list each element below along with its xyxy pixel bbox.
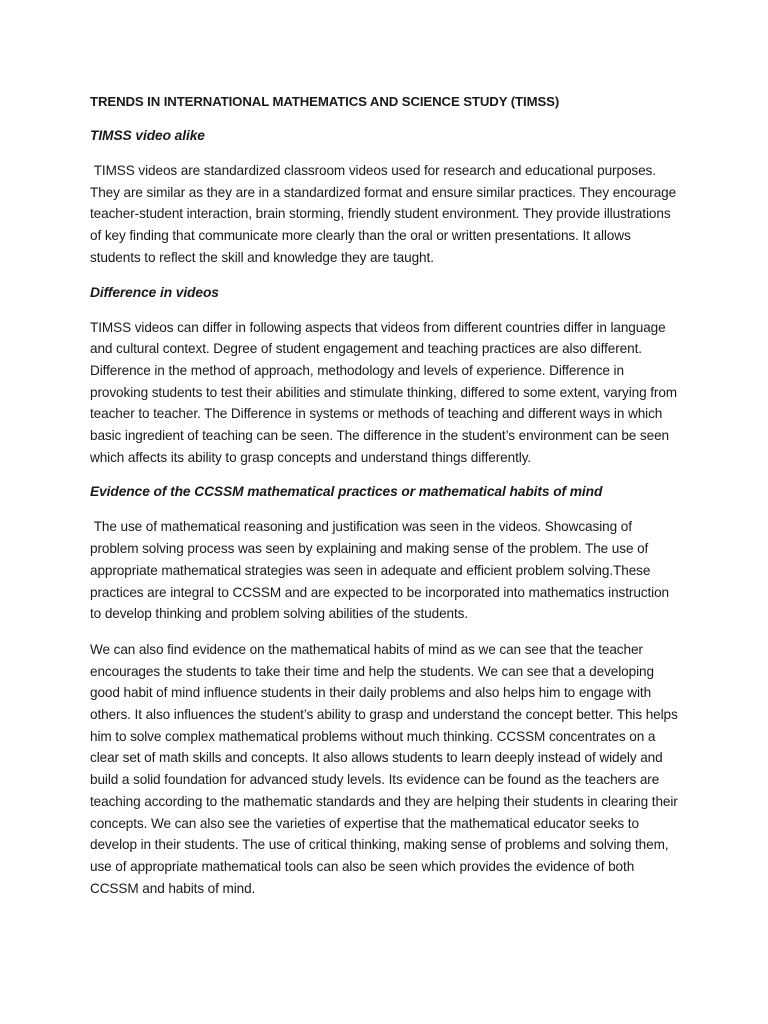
section-ccssm-evidence: [90, 482, 682, 899]
document-title: TRENDS IN INTERNATIONAL MATHEMATICS AND SCIENCE STUDY (TIMSS): [90, 94, 560, 109]
section-heading: TIMSS video alike: [90, 128, 205, 143]
section-timss-video-alike: [90, 126, 682, 269]
section-heading: Evidence of the CCSSM mathematical practices or mathematical habits of mind: [90, 484, 603, 500]
paragraph: We can also find evidence on the mathematical habits of mind as we can see that the teacher encourages the students to take their time and help the students. We can see that a developing good habit of mind influence students in their daily problems and also helps him to engage with others. It also influences the student’s ability to grasp and understand the concept better. This helps him to solve complex mathematical problems without much thinking. CCSSM concentrates on a clear set of math skills and concepts. It also allows students to learn deeply instead of widely and build a solid foundation for advanced study levels. Its evidence can be found as the teachers are teaching according to the mathematic standards and they are helping their students in clearing their concepts. We can also see the varieties of expertise that the mathematical educator seeks to develop in their students. The use of critical thinking, making sense of problems and solving them, use of appropriate mathematical tools can also be seen which provides the evidence of both CCSSM and habits of mind.: [90, 641, 678, 896]
section-heading: Difference in videos: [90, 284, 219, 300]
section-difference-in-videos: [90, 283, 682, 469]
paragraph: TIMSS videos can differ in following aspects that videos from different countries differ in language and cultural context. Degree of student engagement and teaching practices are also different. Difference in the method of approach, methodology and levels of experience. Difference in provoking students to test their abilities and stimulate thinking, differed to some extent, varying from teacher to teacher. The Difference in systems or methods of teaching and different ways in which basic ingredient of teaching can be seen. The difference in the student’s environment can be seen which affects its ability to grasp concepts and understand things differently.: [90, 319, 678, 465]
paragraph: TIMSS videos are standardized classroom videos used for research and educational purposes. They are similar as they are in a standardized format and ensure similar practices. They encourage teacher-student interaction, brain storming, friendly student environment. They provide illustrations of key finding that communicate more clearly than the oral or written presentations. It allows students to reflect the skill and knowledge they are taught.: [90, 163, 680, 265]
paragraph: The use of mathematical reasoning and justification was seen in the videos. Showcasing of problem solving process was seen by explaining and making sense of the problem. The use of appropriate mathematical strategies was seen in adequate and efficient problem solving.These practices are integral to CCSSM and are expected to be incorporated into mathematics instruction to develop thinking and problem solving abilities of the students.: [90, 519, 673, 622]
document-body: [90, 92, 682, 913]
